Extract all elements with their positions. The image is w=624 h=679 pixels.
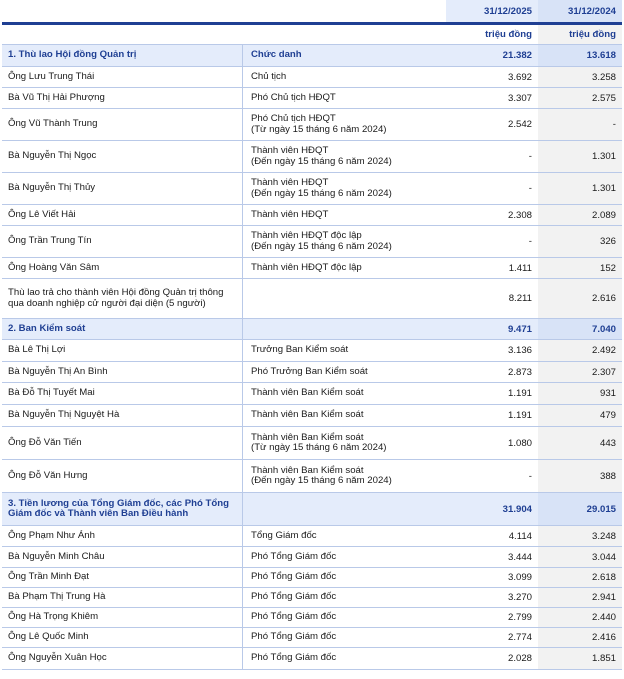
section-title: 3. Tiền lương của Tổng Giám đốc, các Phó Tổng Giám đốc và Thành viên Ban Điều hành	[8, 497, 229, 519]
table-row	[2, 362, 622, 383]
role-cell	[242, 258, 446, 278]
table-row	[2, 173, 622, 205]
role-line: Thành viên Ban Kiểm soát	[251, 409, 364, 421]
value-2024: 2.416	[538, 628, 622, 647]
table-row	[2, 427, 622, 460]
value-2024: 2.575	[538, 88, 622, 108]
value-2024: 388	[538, 460, 622, 492]
value-2024: 2.618	[538, 568, 622, 587]
role-line: Phó Chủ tịch HĐQT	[251, 113, 336, 124]
role-line: Thành viên HĐQT độc lập	[251, 261, 362, 273]
role-cell	[242, 340, 446, 361]
person-name: Bà Lê Thị Lợi	[8, 344, 66, 356]
person-name: Ông Trần Minh Đạt	[8, 571, 90, 583]
person-name: Ông Hoàng Văn Sâm	[8, 261, 100, 273]
value-2025: 3.270	[507, 592, 532, 603]
value-2024: 2.089	[538, 205, 622, 225]
role-line: Phó Tổng Giám đốc	[251, 550, 337, 562]
role-line: Thành viên Ban Kiểm soát	[251, 387, 364, 399]
value-2025: 2.308	[507, 209, 532, 221]
value-2025: 3.444	[507, 551, 532, 563]
value-2025: -	[528, 151, 532, 162]
table-row	[2, 383, 622, 405]
role-line: Chủ tịch	[251, 70, 287, 82]
person-name: Ông Trần Trung Tín	[8, 235, 92, 247]
person-name: Bà Phạm Thị Trung Hà	[8, 591, 106, 603]
value-2025: 1.411	[508, 262, 532, 274]
role-line: (Đến ngày 15 tháng 6 năm 2024)	[251, 240, 392, 252]
role-column-header	[242, 319, 446, 339]
value-2024: 443	[538, 427, 622, 459]
role-cell	[242, 141, 446, 172]
col-2025-header: 31/12/2025	[446, 0, 538, 22]
person-name: Ông Lê Viết Hải	[8, 208, 76, 220]
role-line: Thành viên HĐQT	[251, 145, 329, 156]
table-row	[2, 547, 622, 568]
value-2025: 4.114	[508, 530, 532, 542]
person-name: Thù lao trả cho thành viên Hội đồng Quản trị thông qua doanh nghiệp cử người đại diện (5 người)	[8, 287, 224, 309]
section-header-row	[2, 45, 622, 67]
value-2025: 3.692	[507, 71, 532, 83]
person-name: Bà Vũ Thị Hải Phượng	[8, 91, 105, 103]
table-row	[2, 205, 622, 226]
table-row	[2, 67, 622, 88]
table-row	[2, 526, 622, 547]
value-2025: 3.099	[507, 572, 532, 583]
role-line: Thành viên Ban Kiểm soát	[251, 464, 364, 476]
table-row	[2, 340, 622, 362]
value-2024: 3.258	[538, 67, 622, 87]
value-2025: -	[528, 183, 532, 194]
table-row	[2, 258, 622, 279]
value-2024: 2.616	[538, 279, 622, 318]
role-cell	[242, 88, 446, 108]
role-line: (Từ ngày 15 tháng 6 năm 2024)	[251, 442, 387, 453]
section-total-2024: 13.618	[538, 45, 622, 66]
value-2025: 2.542	[507, 119, 532, 130]
role-line: Thành viên HĐQT	[251, 177, 329, 188]
unit-2024: triệu đồng	[538, 25, 622, 44]
value-2025: 1.191	[507, 410, 532, 421]
value-2025: -	[528, 470, 532, 482]
value-2024: 2.440	[538, 608, 622, 627]
role-line: Thành viên Ban Kiểm soát	[251, 431, 364, 443]
role-line: (Từ ngày 15 tháng 6 năm 2024)	[251, 123, 387, 135]
section-header-row	[2, 319, 622, 340]
table-row	[2, 588, 622, 608]
role-cell	[242, 205, 446, 225]
value-2024: 2.941	[538, 588, 622, 607]
role-line: (Đến ngày 15 tháng 6 năm 2024)	[251, 187, 392, 199]
section-title: 1. Thù lao Hội đồng Quản trị	[8, 49, 137, 61]
section-total-2025: 9.471	[507, 323, 532, 335]
role-cell	[242, 279, 446, 318]
value-2025: 3.136	[507, 345, 532, 356]
person-name: Ông Đỗ Văn Tiến	[8, 436, 82, 448]
role-line: Trưởng Ban Kiểm soát	[251, 344, 349, 356]
role-line: Thành viên HĐQT	[251, 208, 329, 220]
role-line: (Đến ngày 15 tháng 6 năm 2024)	[251, 155, 392, 167]
person-name: Ông Phạm Như Ánh	[8, 529, 95, 541]
role-cell	[242, 608, 446, 627]
value-2025: 1.080	[507, 437, 532, 449]
role-cell	[242, 67, 446, 87]
value-2025: 8.211	[508, 293, 532, 304]
role-cell	[242, 109, 446, 140]
role-line: Phó Trưởng Ban Kiểm soát	[251, 365, 368, 377]
section-total-2025: 31.904	[502, 503, 532, 515]
value-2024: -	[538, 109, 622, 140]
value-2025: 2.774	[507, 632, 532, 643]
table-row	[2, 608, 622, 628]
role-cell	[242, 460, 446, 492]
table-row	[2, 628, 622, 648]
role-cell	[242, 226, 446, 257]
section-total-2025: 21.382	[502, 50, 532, 61]
role-column-header	[242, 493, 446, 525]
role-cell	[242, 648, 446, 669]
value-2024: 1.301	[538, 173, 622, 204]
role-line: Phó Chủ tịch HĐQT	[251, 91, 336, 103]
person-name: Ông Hà Trọng Khiêm	[8, 611, 99, 623]
table-row	[2, 279, 622, 319]
value-2025: 2.028	[507, 653, 532, 664]
table-row	[2, 460, 622, 493]
value-2025: 3.307	[507, 92, 532, 104]
role-line: Phó Tổng Giám đốc	[251, 652, 337, 664]
person-name: Ông Lê Quốc Minh	[8, 631, 89, 643]
person-name: Ông Vũ Thành Trung	[8, 118, 98, 130]
role-cell	[242, 568, 446, 587]
role-line: (Đến ngày 15 tháng 6 năm 2024)	[251, 475, 392, 486]
section-total-2024: 29.015	[538, 493, 622, 525]
value-2024: 1.301	[538, 141, 622, 172]
person-name: Ông Đỗ Văn Hưng	[8, 469, 88, 481]
person-name: Bà Nguyễn Thị Nguyệt Hà	[8, 409, 120, 421]
value-2024: 479	[538, 405, 622, 426]
role-line: Phó Tổng Giám đốc	[251, 571, 337, 583]
section-header-row	[2, 493, 622, 526]
value-2024: 326	[538, 226, 622, 257]
value-2024: 2.492	[538, 340, 622, 361]
role-cell	[242, 628, 446, 647]
value-2025: 1.191	[507, 388, 532, 399]
role-cell	[242, 383, 446, 404]
value-2024: 1.851	[538, 648, 622, 669]
role-line: Phó Tổng Giám đốc	[251, 591, 337, 603]
person-name: Bà Nguyễn Thị Thủy	[8, 182, 96, 194]
value-2024: 931	[538, 383, 622, 404]
header-dates-row	[2, 0, 622, 22]
value-2024: 2.307	[538, 362, 622, 382]
table-row	[2, 141, 622, 173]
value-2024: 3.248	[538, 526, 622, 546]
value-2024: 3.044	[538, 547, 622, 567]
table-row	[2, 568, 622, 588]
role-cell	[242, 588, 446, 607]
table-row	[2, 648, 622, 670]
person-name: Ông Nguyễn Xuân Học	[8, 652, 107, 664]
role-cell	[242, 547, 446, 567]
role-line: Tổng Giám đốc	[251, 529, 317, 541]
section-total-2024: 7.040	[538, 319, 622, 339]
table-row	[2, 88, 622, 109]
col-2024-header: 31/12/2024	[538, 0, 622, 22]
table-row	[2, 109, 622, 141]
role-cell	[242, 173, 446, 204]
table-row	[2, 226, 622, 258]
table-body	[2, 45, 622, 670]
role-cell	[242, 362, 446, 382]
header-units-row	[2, 25, 622, 45]
role-line: Phó Tổng Giám đốc	[251, 611, 337, 623]
role-cell	[242, 526, 446, 546]
person-name: Bà Đỗ Thị Tuyết Mai	[8, 387, 95, 399]
person-name: Ông Lưu Trung Thái	[8, 70, 95, 82]
person-name: Bà Nguyễn Thị An Bình	[8, 365, 108, 377]
value-2025: 2.799	[507, 612, 532, 623]
table-row	[2, 405, 622, 427]
person-name: Bà Nguyễn Thị Ngọc	[8, 150, 97, 162]
value-2024: 152	[538, 258, 622, 278]
role-cell	[242, 405, 446, 426]
unit-2025: triệu đồng	[485, 29, 532, 40]
role-column-header: Chức danh	[242, 45, 446, 66]
section-title: 2. Ban Kiểm soát	[8, 322, 86, 334]
role-line: Phó Tổng Giám đốc	[251, 631, 337, 643]
role-cell	[242, 427, 446, 459]
value-2025: -	[528, 236, 532, 247]
value-2025: 2.873	[507, 366, 532, 378]
person-name: Bà Nguyễn Minh Châu	[8, 550, 105, 562]
remuneration-table	[2, 0, 622, 670]
role-line: Thành viên HĐQT độc lập	[251, 230, 362, 241]
